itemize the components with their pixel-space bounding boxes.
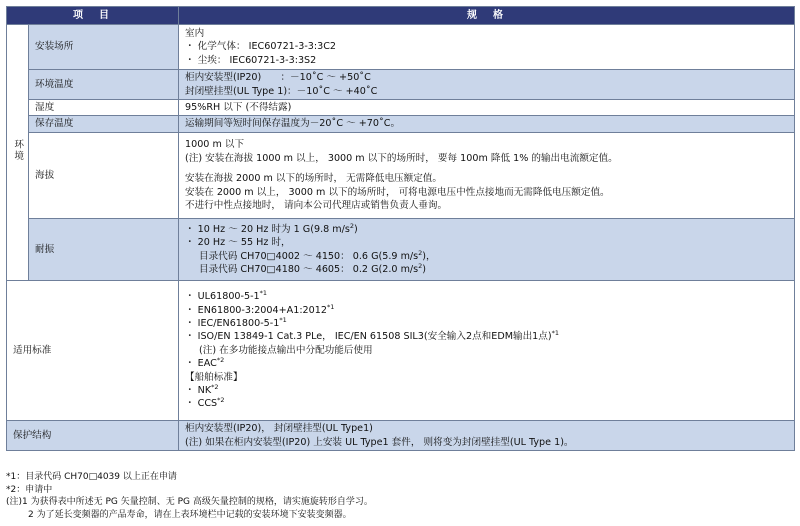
protection-line: 柜内安装型(IP20)， 封闭壁挂型(UL Type1) bbox=[185, 423, 373, 435]
value-install-place bbox=[179, 25, 795, 70]
value-storage-temp bbox=[179, 116, 795, 133]
row-storage-temp bbox=[7, 116, 795, 133]
standard-item bbox=[185, 397, 788, 410]
vibration-line bbox=[185, 250, 788, 263]
header-spec: 规 格 bbox=[179, 7, 795, 25]
marine-standards-heading: 【船舶标准】 bbox=[185, 371, 243, 383]
value-standards bbox=[179, 281, 795, 421]
row-ambient-temp bbox=[7, 70, 795, 100]
value-altitude bbox=[179, 133, 795, 219]
spec-table-container bbox=[6, 6, 794, 451]
vibration-text: ) bbox=[354, 223, 358, 235]
row-humidity bbox=[7, 100, 795, 116]
row-standards bbox=[7, 281, 795, 421]
standard-text: ・ IEC/EN61800-5-1 bbox=[185, 317, 280, 329]
footnotes bbox=[6, 471, 373, 521]
storage-temp-line: 运输期间等短时间保存温度为－20˚C ～ +70˚C。 bbox=[185, 118, 401, 130]
standard-item bbox=[185, 357, 788, 370]
note-2: 2 为了延长变频器的产品寿命，请在上表环境栏中记载的安装环境下安装变频器。 bbox=[28, 509, 352, 520]
env-category-cell bbox=[7, 25, 29, 281]
row-vibration bbox=[7, 219, 795, 281]
vibration-line: ・ 20 Hz ～ 55 Hz 时， bbox=[185, 237, 291, 249]
altitude-line: (注) 安装在海拔 1000 m 以上， 3000 m 以下的场所时， 要每 100m 降低 1% 的输出电流额定值。 bbox=[185, 152, 618, 164]
standard-item bbox=[185, 304, 788, 317]
footnote-mark: *1 bbox=[259, 288, 268, 297]
header-item: 项 目 bbox=[7, 7, 179, 25]
altitude-line: 安装在 2000 m 以上， 3000 m 以下的场所时， 可将电源电压中性点接地而无需降低电压额定值。 bbox=[185, 186, 610, 198]
env-label: 环境 bbox=[12, 138, 24, 162]
superscript-2: 2 bbox=[349, 221, 354, 230]
value-humidity bbox=[179, 100, 795, 116]
footnote-mark: *2 bbox=[217, 396, 225, 405]
standard-text: ・ UL61800-5-1 bbox=[185, 291, 260, 303]
standard-text: ・ EN61800-3:2004+A1:2012 bbox=[185, 304, 327, 316]
label-protection: 保护结构 bbox=[7, 421, 179, 451]
footnote-mark: *2 bbox=[216, 356, 225, 365]
standard-text: ・ ISO/EN 13849-1 Cat.3 PLe， IEC/EN 61508 SIL3(安全输入2点和EDM输出1点) bbox=[185, 331, 552, 343]
footnote-1: *1：目录代码 CH70□4039 以上正在申请 bbox=[6, 472, 177, 482]
label-vibration: 耐振 bbox=[29, 219, 179, 281]
value-vibration bbox=[179, 219, 795, 281]
install-place-line: ・ 化学气体： IEC60721-3-3:3C2 bbox=[185, 41, 337, 53]
standard-text: ・ NK bbox=[185, 385, 212, 397]
spec-table bbox=[6, 6, 795, 451]
footnote-mark: *1 bbox=[326, 302, 335, 311]
label-humidity: 湿度 bbox=[29, 100, 179, 116]
value-protection bbox=[179, 421, 795, 451]
vibration-line bbox=[185, 223, 788, 236]
altitude-line: 安装在海拔 2000 m 以下的场所时， 无需降低电压额定值。 bbox=[185, 173, 443, 185]
standard-text: ・ EAC bbox=[185, 358, 217, 370]
altitude-line: 1000 m 以下 bbox=[185, 139, 245, 151]
vibration-text: ) bbox=[422, 263, 427, 275]
label-ambient-temp: 环境温度 bbox=[29, 70, 179, 100]
standard-item bbox=[185, 384, 788, 397]
ambient-temp-line: 柜内安装型(IP20) ：－10˚C ～ +50˚C bbox=[185, 72, 371, 84]
install-place-line: ・ 尘埃： IEC60721-3-3:3S2 bbox=[185, 54, 317, 66]
row-protection bbox=[7, 421, 795, 451]
footnote-mark: *2 bbox=[211, 382, 219, 391]
footnote-mark: *1 bbox=[279, 315, 287, 324]
superscript-2: 2 bbox=[418, 248, 423, 257]
footnote-mark: *1 bbox=[551, 329, 560, 338]
value-ambient-temp bbox=[179, 70, 795, 100]
label-install-place: 安装场所 bbox=[29, 25, 179, 70]
vibration-text: ・ 10 Hz ～ 20 Hz 时为 1 G(9.8 m/s bbox=[185, 223, 350, 235]
vibration-line bbox=[185, 263, 788, 276]
label-storage-temp: 保存温度 bbox=[29, 116, 179, 133]
standard-item bbox=[185, 290, 788, 303]
standard-note: (注) 在多功能接点输出中分配功能后使用 bbox=[199, 344, 373, 356]
row-altitude bbox=[7, 133, 795, 219]
row-install-place bbox=[7, 25, 795, 70]
install-place-line: 室内 bbox=[185, 27, 205, 39]
superscript-2: 2 bbox=[418, 261, 423, 270]
label-altitude: 海拔 bbox=[29, 133, 179, 219]
altitude-line: 不进行中性点接地时， 请向本公司代理店或销售负责人垂询。 bbox=[185, 200, 448, 212]
protection-line: (注) 如果在柜内安装型(IP20) 上安装 UL Type1 套件， 则将变为封闭壁挂型(UL Type 1)。 bbox=[185, 436, 574, 448]
standard-item bbox=[185, 330, 788, 343]
standard-item bbox=[185, 317, 788, 330]
table-header bbox=[7, 7, 795, 25]
note-1: (注)1 为获得表中所述无 PG 矢量控制、无 PG 高级矢量控制的规格，请实施旋转形自学习。 bbox=[6, 497, 373, 507]
humidity-line: 95%RH 以下 (不得结露) bbox=[185, 101, 292, 113]
footnote-2: *2：申请中 bbox=[6, 484, 53, 495]
vibration-text: 目录代码 CH70□4180 ～ 4605： 0.2 G(2.0 m/s bbox=[199, 263, 419, 275]
standard-text: ・ CCS bbox=[185, 398, 218, 410]
vibration-text: )， bbox=[422, 250, 436, 262]
label-standards: 适用标准 bbox=[7, 281, 179, 421]
vibration-text: 目录代码 CH70□4002 ～ 4150： 0.6 G(5.9 m/s bbox=[199, 250, 419, 262]
ambient-temp-line: 封闭壁挂型(UL Type 1)：－10˚C ～ +40˚C bbox=[185, 85, 378, 97]
